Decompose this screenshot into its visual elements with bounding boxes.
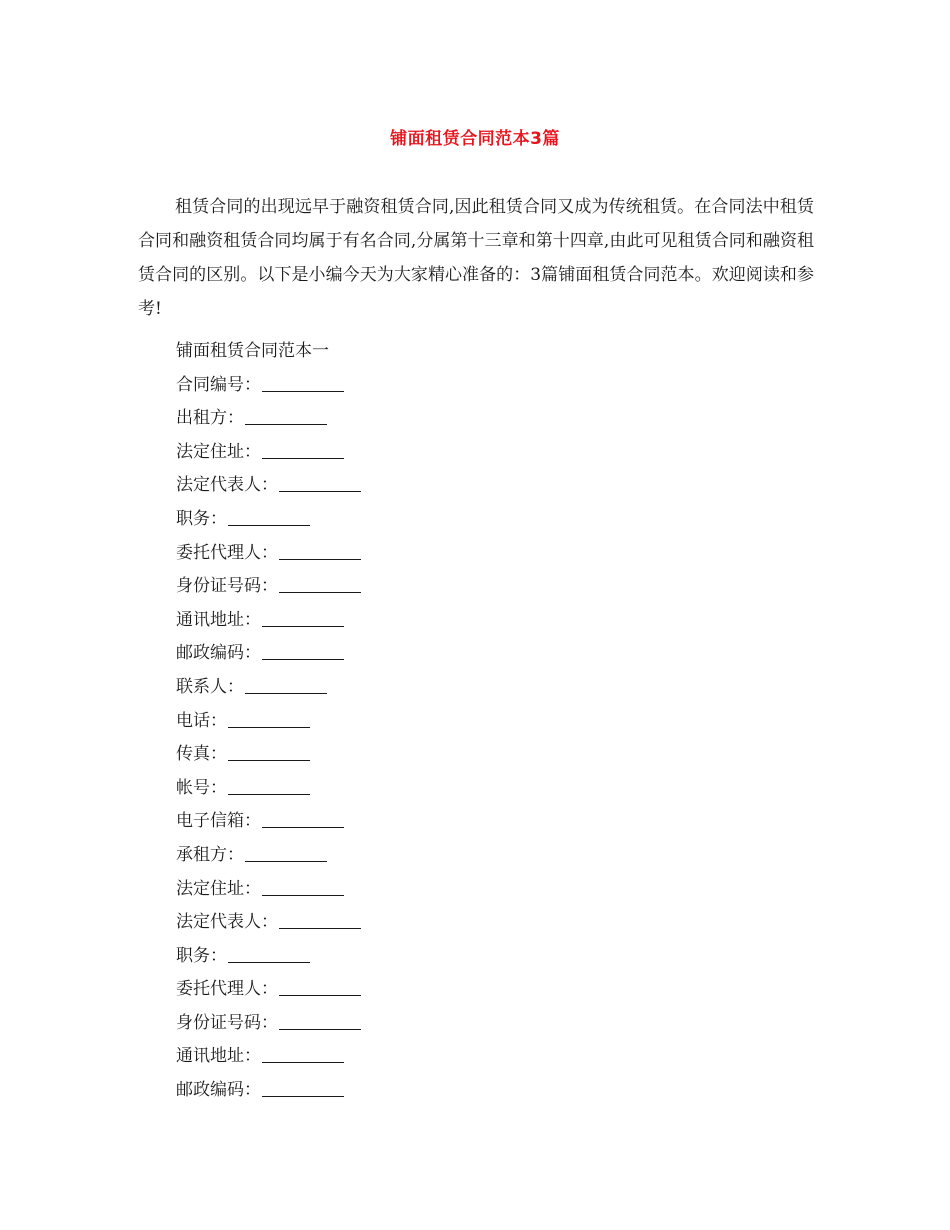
fill-blank[interactable] — [279, 979, 361, 996]
fill-blank[interactable] — [228, 509, 310, 526]
field-label: 通讯地址： — [176, 609, 261, 630]
field-label: 出租方： — [176, 408, 244, 429]
fill-blank[interactable] — [245, 845, 327, 862]
field-label: 邮政编码： — [176, 1080, 261, 1101]
field-label: 电话： — [176, 710, 227, 731]
field-label: 合同编号： — [176, 374, 261, 395]
fill-blank[interactable] — [279, 1013, 361, 1030]
field-lessee-mail-address — [176, 1040, 361, 1074]
fill-blank[interactable] — [262, 1046, 344, 1063]
field-lessor-account — [176, 772, 361, 806]
field-label: 电子信箱： — [176, 811, 261, 832]
field-label: 帐号： — [176, 777, 227, 798]
fill-blank[interactable] — [228, 744, 310, 761]
field-lessor-agent — [176, 537, 361, 571]
field-label: 职务： — [176, 508, 227, 529]
field-lessor-id-number — [176, 570, 361, 604]
field-lessor-representative — [176, 469, 361, 503]
field-lessee-address — [176, 873, 361, 907]
field-lessor-position — [176, 503, 361, 537]
field-lessor-mail-address — [176, 604, 361, 638]
fill-blank[interactable] — [228, 778, 310, 795]
field-label: 身份证号码： — [176, 1012, 278, 1033]
field-lessee-position — [176, 940, 361, 974]
contract-field-list — [176, 335, 361, 1108]
fill-blank[interactable] — [262, 375, 344, 392]
field-lessee-postcode — [176, 1074, 361, 1108]
field-lessor-postcode — [176, 637, 361, 671]
fill-blank[interactable] — [279, 576, 361, 593]
field-lessor-phone — [176, 705, 361, 739]
field-label: 联系人： — [176, 676, 244, 697]
fill-blank[interactable] — [279, 475, 361, 492]
field-lessee-id-number — [176, 1007, 361, 1041]
field-lessor-email — [176, 805, 361, 839]
field-lessor-fax — [176, 738, 361, 772]
field-contract-number — [176, 369, 361, 403]
fill-blank[interactable] — [228, 946, 310, 963]
fill-blank[interactable] — [262, 879, 344, 896]
field-label: 身份证号码： — [176, 576, 278, 597]
field-label: 委托代理人： — [176, 542, 278, 563]
field-label: 法定代表人： — [176, 475, 278, 496]
field-lessor-address — [176, 436, 361, 470]
fill-blank[interactable] — [228, 711, 310, 728]
field-label: 职务： — [176, 945, 227, 966]
field-label: 法定住址： — [176, 441, 261, 462]
field-label: 传真： — [176, 744, 227, 765]
fill-blank[interactable] — [262, 1080, 344, 1097]
fill-blank[interactable] — [245, 677, 327, 694]
fill-blank[interactable] — [262, 610, 344, 627]
fill-blank[interactable] — [262, 643, 344, 660]
section-heading: 铺面租赁合同范本一 — [176, 341, 329, 361]
field-lessee — [176, 839, 361, 873]
field-lessee-agent — [176, 973, 361, 1007]
fill-blank[interactable] — [279, 912, 361, 929]
field-lessee-representative — [176, 906, 361, 940]
field-label: 法定代表人： — [176, 912, 278, 933]
fill-blank[interactable] — [262, 811, 344, 828]
field-label: 通讯地址： — [176, 1046, 261, 1067]
field-label: 承租方： — [176, 844, 244, 865]
field-lessor-contact — [176, 671, 361, 705]
intro-paragraph: 租赁合同的出现远早于融资租赁合同,因此租赁合同又成为传统租赁。在合同法中租赁合同和融资租赁合同均属于有名合同,分属第十三章和第十四章,由此可见租赁合同和融资租赁合同的区别。以下是小编今天为大家精心准备的：3篇铺面租赁合同范本。欢迎阅读和参考! — [138, 197, 814, 319]
fill-blank[interactable] — [245, 408, 327, 425]
document-title: 铺面租赁合同范本3篇 — [390, 129, 560, 149]
field-label: 委托代理人： — [176, 979, 278, 1000]
field-lessor — [176, 402, 361, 436]
fill-blank[interactable] — [279, 543, 361, 560]
field-label: 邮政编码： — [176, 643, 261, 664]
field-label: 法定住址： — [176, 878, 261, 899]
fill-blank[interactable] — [262, 442, 344, 459]
